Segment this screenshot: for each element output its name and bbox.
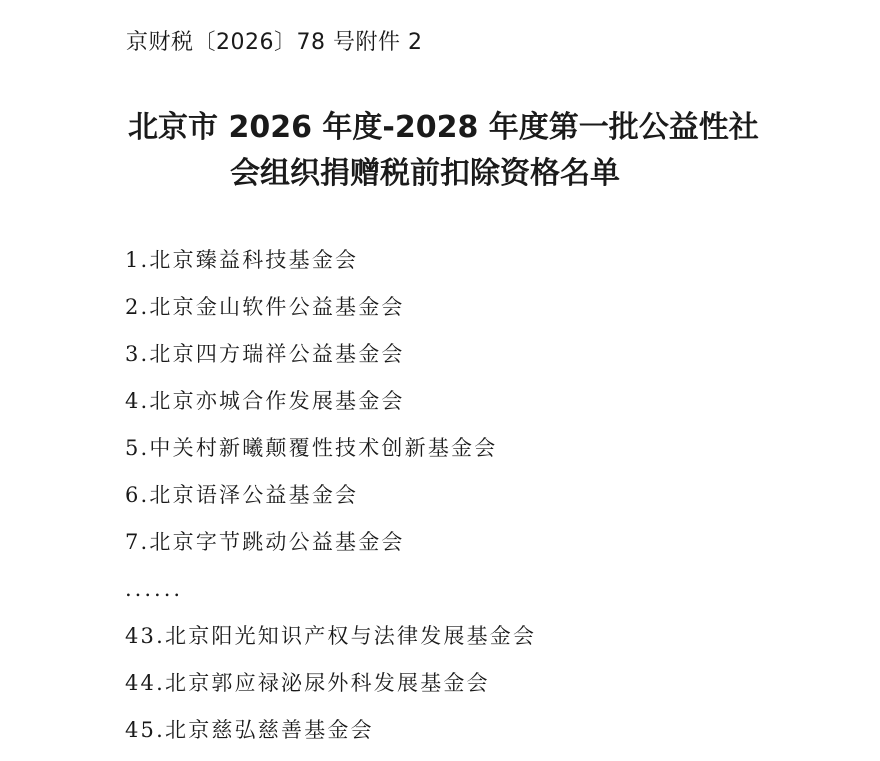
list-item: 3.北京四方瑞祥公益基金会 [125,342,405,366]
list-ellipsis: ...... [125,577,184,601]
document-reference-number: 京财税〔2026〕78 号附件 2 [126,30,423,55]
document-title-line-1: 北京市 2026 年度-2028 年度第一批公益性社 [128,110,759,145]
organization-list [125,237,536,754]
list-item: 6.北京语泽公益基金会 [125,483,359,507]
list-item: 4.北京亦城合作发展基金会 [125,389,405,413]
list-item: 45.北京慈弘慈善基金会 [125,718,374,742]
list-item: 7.北京字节跳动公益基金会 [125,530,405,554]
list-item: 2.北京金山软件公益基金会 [125,295,405,319]
list-item: 44.北京郭应禄泌尿外科发展基金会 [125,671,490,695]
list-item: 43.北京阳光知识产权与法律发展基金会 [125,624,537,648]
list-item: 5.中关村新曦颠覆性技术创新基金会 [125,436,498,460]
document-title-line-2: 会组织捐赠税前扣除资格名单 [230,156,620,191]
list-item: 1.北京臻益科技基金会 [125,248,359,272]
